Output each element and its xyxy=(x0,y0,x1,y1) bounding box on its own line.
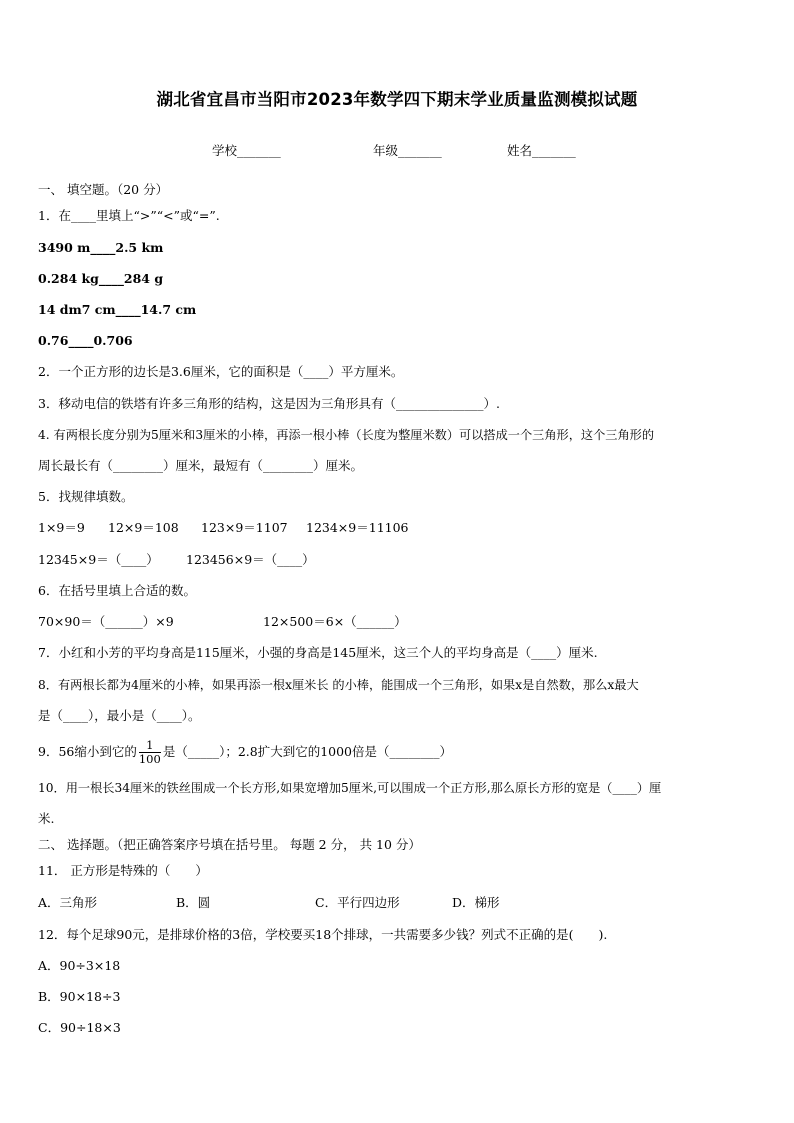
question-3: 3．移动电信的铁塔有许多三角形的结构，这是因为三角形具有（______________）. xyxy=(38,396,500,411)
fraction-denominator: 100 xyxy=(138,752,161,766)
page-title: 湖北省宜昌市当阳市2023年数学四下期末学业质量监测模拟试题 xyxy=(156,90,638,109)
question-8-line-1: 8．有两根长都为4厘米的小棒，如果再添一根x厘米长 的小棒，能围成一个三角形，如果x是自然数，那么x最大 xyxy=(38,678,639,692)
question-1-stem: 1．在____里填上“>”“<”或“=”. xyxy=(38,208,220,223)
question-7: 7．小红和小芳的平均身高是115厘米，小强的身高是145厘米，这三个人的平均身高是（____）厘米. xyxy=(38,645,598,660)
question-4-line-2: 周长最长有（________）厘米，最短有（________）厘米。 xyxy=(38,458,364,473)
question-6-item-1: 70×90＝（______）×9 xyxy=(38,614,174,629)
fraction xyxy=(139,739,161,766)
question-9-text-before: 9．56缩小到它的 xyxy=(38,744,137,759)
question-2: 2．一个正方形的边长是3.6厘米，它的面积是（____）平方厘米。 xyxy=(38,364,404,379)
question-5-row-1-item-1: 1×9＝9 xyxy=(38,520,85,535)
question-12-stem: 12．每个足球90元，是排球价格的3倍，学校要买18个排球，一共需要多少钱？列式不正确的是( ). xyxy=(38,927,608,942)
question-5-row-1-item-3: 123×9＝1107 xyxy=(201,520,288,535)
question-5-row-2-item-2: 123456×9＝（____） xyxy=(186,552,315,567)
question-5-row-1-item-4: 1234×9＝11106 xyxy=(306,520,409,535)
question-5-row-2-item-1: 12345×9＝（____） xyxy=(38,552,159,567)
section-1-heading: 一、 填空题。（20 分） xyxy=(38,182,169,197)
question-5-row-1-item-2: 12×9＝108 xyxy=(108,520,179,535)
question-11-stem: 11． 正方形是特殊的（ ） xyxy=(38,863,208,878)
question-1-item-b: 0.284 kg____284 g xyxy=(38,271,164,286)
question-12-option-c: C．90÷18×3 xyxy=(38,1020,121,1035)
question-11-option-b: B．圆 xyxy=(176,895,211,910)
question-12-option-a: A．90÷3×18 xyxy=(38,958,121,973)
school-field: 学校_______ xyxy=(212,143,281,158)
question-9-text-after: 是（_____）；2.8扩大到它的1000倍是（________） xyxy=(162,744,453,759)
question-6-stem: 6．在括号里填上合适的数。 xyxy=(38,583,196,598)
name-field: 姓名_______ xyxy=(507,143,576,158)
question-10-line-1: 10．用一根长34厘米的铁丝围成一个长方形,如果宽增加5厘米,可以围成一个正方形,那么原长方形的宽是（____）厘 xyxy=(38,781,662,795)
fraction-numerator: 1 xyxy=(139,739,161,753)
question-9 xyxy=(38,738,762,766)
question-11-option-d: D．梯形 xyxy=(452,895,500,910)
question-5-stem: 5．找规律填数。 xyxy=(38,489,134,504)
question-1-item-a: 3490 m____2.5 km xyxy=(38,240,164,255)
question-4-line-1: 4. 有两根长度分别为5厘米和3厘米的小棒，再添一根小棒（长度为整厘米数）可以搭成一个三角形，这个三角形的 xyxy=(38,428,655,442)
section-2-heading: 二、 选择题。（把正确答案序号填在括号里。 每题 2 分， 共 10 分） xyxy=(38,837,421,852)
question-8-line-2: 是（____），最小是（____）。 xyxy=(38,708,201,723)
question-11-option-c: C．平行四边形 xyxy=(315,895,400,910)
question-1-item-c: 14 dm7 cm____14.7 cm xyxy=(38,302,197,317)
question-1-item-d: 0.76____0.706 xyxy=(38,333,133,348)
question-11-option-a: A．三角形 xyxy=(38,895,98,910)
question-10-line-2: 米. xyxy=(38,811,55,826)
grade-field: 年级_______ xyxy=(373,143,442,158)
question-6-item-2: 12×500＝6×（______） xyxy=(263,614,407,629)
question-12-option-b: B．90×18÷3 xyxy=(38,989,121,1004)
